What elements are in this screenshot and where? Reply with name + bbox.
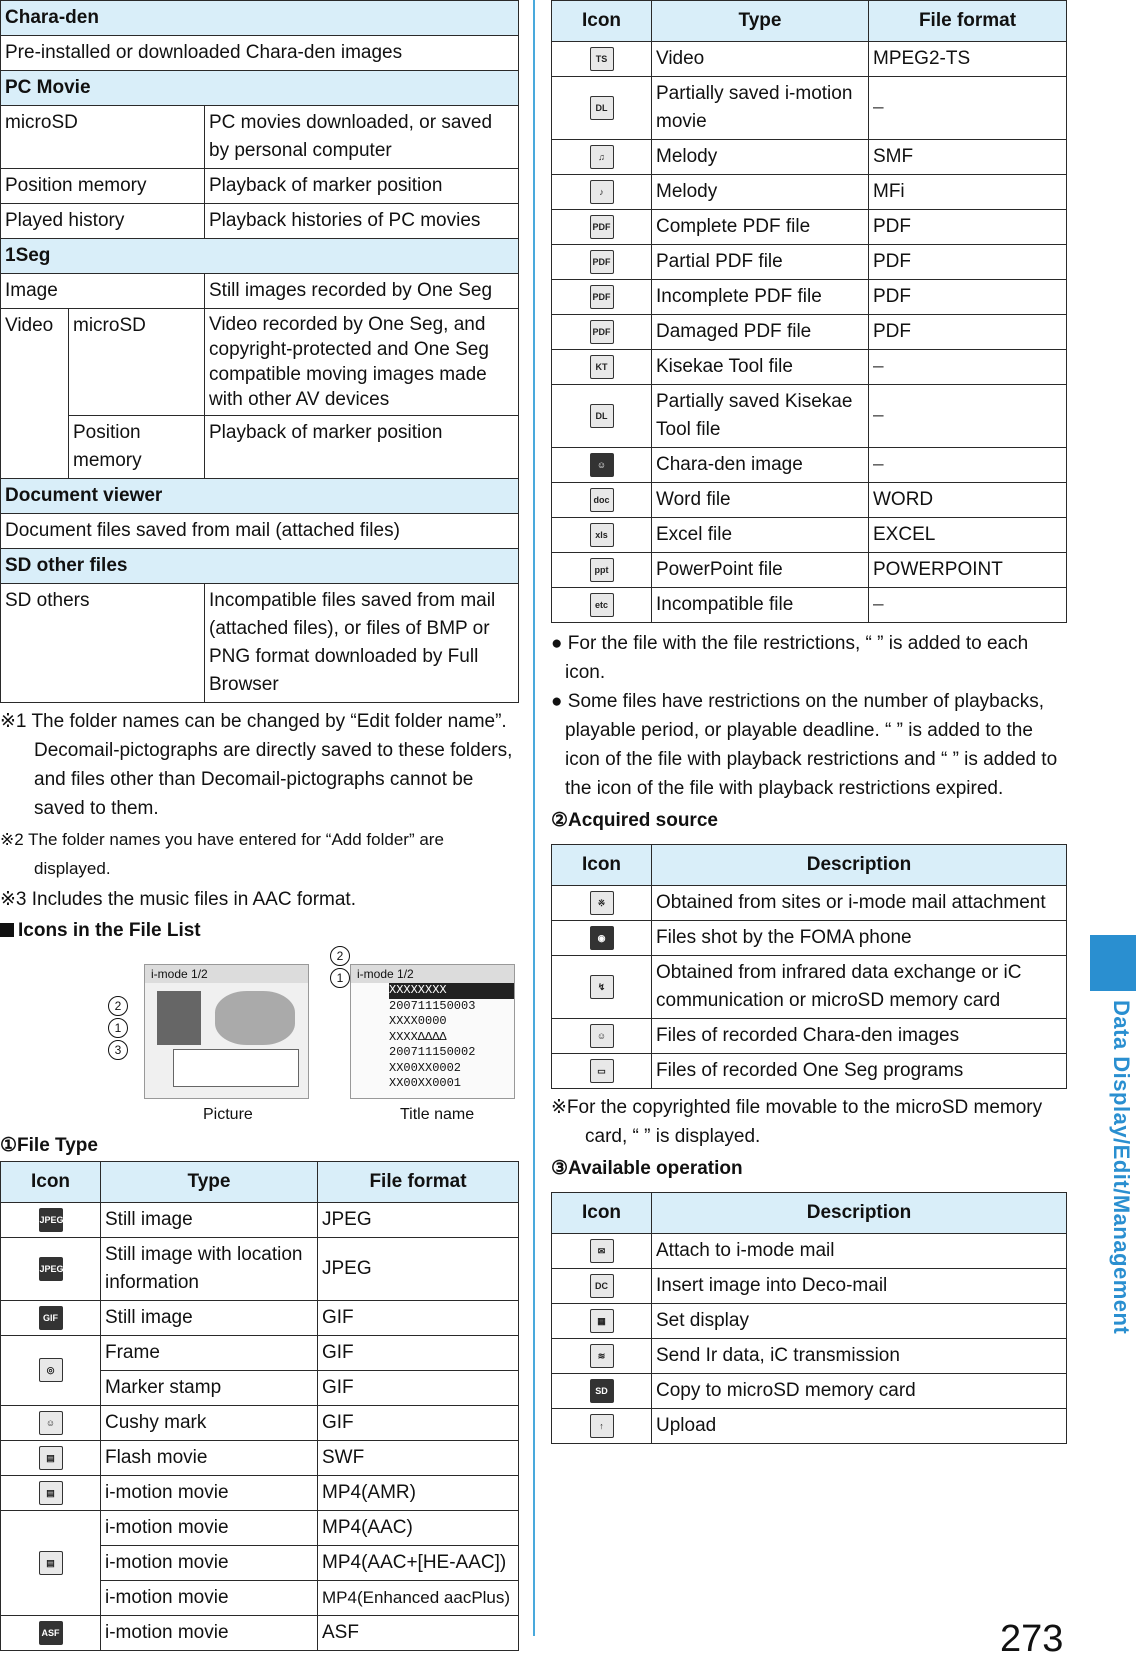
title-list	[351, 983, 514, 1092]
format-cell: JPEG	[318, 1238, 519, 1301]
folder-name: Position memory	[1, 169, 205, 204]
notes	[0, 707, 519, 914]
infrared-send-icon: ≋	[590, 1344, 614, 1368]
list-item: XX00XX0002	[389, 1060, 462, 1075]
folder-desc: Still images recorded by One Seg	[205, 274, 519, 309]
powerpoint-icon: ppt	[590, 558, 614, 582]
chapter-tab-marker	[1090, 935, 1136, 991]
excel-icon: xls	[590, 523, 614, 547]
note-1: ※1 The folder names can be changed by “Edit folder name”. Decomail-pictographs are directly saved to these folders, and files other than Decomail-pictographs cannot be saved to them.	[0, 711, 513, 819]
format-cell: JPEG	[318, 1203, 519, 1238]
folder-desc: Playback histories of PC movies	[205, 204, 519, 239]
doc-viewer-desc: Document files saved from mail (attached files)	[1, 514, 519, 549]
note-2: ※2 The folder names you have entered for “Add folder” are displayed.	[0, 830, 444, 878]
folder-desc: Video recorded by One Seg, and copyright-protected and One Seg compatible moving images made with other AV devices	[205, 309, 519, 416]
section-pc-movie: PC Movie	[1, 71, 519, 106]
desc-cell: Obtained from sites or i-mode mail attachment	[652, 886, 1067, 921]
desc-cell: Files of recorded Chara-den images	[652, 1019, 1067, 1054]
format-cell: –	[869, 385, 1067, 448]
type-cell: Kisekae Tool file	[652, 350, 869, 385]
type-cell: Incompatible file	[652, 588, 869, 623]
type-cell: PowerPoint file	[652, 553, 869, 588]
section-document-viewer: Document viewer	[1, 479, 519, 514]
pdf-incomplete-icon: PDF	[590, 285, 614, 309]
callout-1: 1	[330, 968, 350, 988]
col-description: Description	[652, 845, 1067, 886]
list-item: 200711150002	[389, 1045, 476, 1059]
title-screen	[350, 964, 515, 1099]
desc-cell: Upload	[652, 1409, 1067, 1444]
desc-cell: Set display	[652, 1304, 1067, 1339]
type-cell: Still image	[101, 1301, 318, 1336]
format-cell: SMF	[869, 140, 1067, 175]
type-cell: i-motion movie	[101, 1476, 318, 1511]
partial-imotion-icon: DL	[590, 96, 614, 120]
format-cell: GIF	[318, 1336, 519, 1371]
file-type-table	[0, 1161, 519, 1651]
callout-1: 1	[108, 1018, 128, 1038]
oneseg-record-icon: ▭	[590, 1059, 614, 1083]
list-item: XXXX0000	[389, 1014, 447, 1028]
col-description: Description	[652, 1193, 1067, 1234]
callout-3: 3	[108, 1040, 128, 1060]
acquired-note: ※For the copyrighted file movable to the microSD memory card, “ ” is displayed.	[551, 1097, 1043, 1147]
type-cell: Incomplete PDF file	[652, 280, 869, 315]
chara-den-icon: ☺	[590, 453, 614, 477]
camera-icon: ◉	[590, 926, 614, 950]
bullets	[551, 629, 1067, 803]
chara-den-desc: Pre-installed or downloaded Chara-den images	[1, 36, 519, 71]
type-cell: Marker stamp	[101, 1371, 318, 1406]
type-cell: i-motion movie	[101, 1511, 318, 1546]
picture-caption: Picture	[203, 1106, 253, 1123]
pdf-partial-icon: PDF	[590, 250, 614, 274]
list-item: 200711150003	[389, 998, 476, 1013]
screen-bar: i-mode 1/2	[145, 965, 308, 983]
icon-popup	[173, 1049, 299, 1087]
type-cell: Frame	[101, 1336, 318, 1371]
melody-mfi-icon: ♪	[590, 180, 614, 204]
page-number: 273	[1000, 1618, 1064, 1660]
format-cell: –	[869, 350, 1067, 385]
format-cell: MP4(AMR)	[318, 1476, 519, 1511]
folder-name: Played history	[1, 204, 205, 239]
format-cell: PDF	[869, 245, 1067, 280]
format-cell: SWF	[318, 1441, 519, 1476]
imotion-aac-icon: ▤	[39, 1551, 63, 1575]
type-cell: Damaged PDF file	[652, 315, 869, 350]
format-cell: EXCEL	[869, 518, 1067, 553]
folder-name: SD others	[1, 584, 205, 703]
format-cell: GIF	[318, 1371, 519, 1406]
partial-kisekae-icon: DL	[590, 404, 614, 428]
title-caption: Title name	[400, 1106, 475, 1123]
desc-cell: Obtained from infrared data exchange or iC communication or microSD memory card	[652, 956, 1067, 1019]
type-cell: Still image	[101, 1203, 318, 1238]
available-heading: ③Available operation	[551, 1158, 743, 1179]
folder-desc: Playback of marker position	[205, 169, 519, 204]
flash-movie-icon: ▤	[39, 1446, 63, 1470]
note-3: ※3 Includes the music files in AAC format.	[0, 889, 356, 910]
bullet-restriction: ● For the file with the file restrictions, “ ” is added to each icon.	[551, 633, 1029, 683]
format-cell: ASF	[318, 1616, 519, 1651]
type-cell: Partially saved Kisekae Tool file	[652, 385, 869, 448]
type-cell: Still image with location information	[101, 1238, 318, 1301]
format-cell: PDF	[869, 315, 1067, 350]
imotion-icon: ▤	[39, 1481, 63, 1505]
folder-table	[0, 0, 519, 703]
desc-cell: Attach to i-mode mail	[652, 1234, 1067, 1269]
mail-attach-icon: ✉	[590, 1239, 614, 1263]
type-cell: Word file	[652, 483, 869, 518]
subfolder-name: Position memory	[69, 416, 205, 479]
col-format: File format	[869, 1, 1067, 42]
format-cell: MP4(AAC)	[318, 1511, 519, 1546]
folder-desc: Incompatible files saved from mail (attached files), or files of BMP or PNG format downloaded by Full Browser	[205, 584, 519, 703]
right-column	[551, 0, 1067, 1444]
folder-name: microSD	[1, 106, 205, 169]
incompatible-icon: etc	[590, 593, 614, 617]
icons-heading: Icons in the File List	[0, 920, 519, 942]
file-list-screens	[0, 946, 519, 1123]
section-chara-den: Chara-den	[1, 1, 519, 36]
format-cell: –	[869, 448, 1067, 483]
folder-desc: PC movies downloaded, or saved by personal computer	[205, 106, 519, 169]
type-cell: i-motion movie	[101, 1581, 318, 1616]
cushy-mark-icon: ☺	[39, 1411, 63, 1435]
word-icon: doc	[590, 488, 614, 512]
type-cell: Partial PDF file	[652, 245, 869, 280]
col-type: Type	[652, 1, 869, 42]
section-1seg: 1Seg	[1, 239, 519, 274]
jpeg-location-icon: JPEG	[39, 1257, 63, 1281]
folder-desc: Playback of marker position	[205, 416, 519, 479]
deco-mail-icon: DC	[590, 1274, 614, 1298]
format-cell: –	[869, 77, 1067, 140]
photo-thumbnail	[157, 991, 201, 1045]
desc-cell: Files shot by the FOMA phone	[652, 921, 1067, 956]
video-icon: TS	[590, 47, 614, 71]
melody-smf-icon: ♫	[590, 145, 614, 169]
type-cell: Cushy mark	[101, 1406, 318, 1441]
acquired-table	[551, 844, 1067, 1089]
list-item: XX00XX0001	[389, 1076, 462, 1090]
format-cell: PDF	[869, 280, 1067, 315]
section-sd-other: SD other files	[1, 549, 519, 584]
subfolder-name: microSD	[69, 309, 205, 416]
callout-2: 2	[108, 996, 128, 1016]
col-icon: Icon	[552, 1193, 652, 1234]
infrared-icon: ↯	[590, 975, 614, 999]
upload-icon: ↑	[590, 1414, 614, 1438]
pdf-complete-icon: PDF	[590, 215, 614, 239]
format-cell: GIF	[318, 1406, 519, 1441]
frame-icon: ◎	[39, 1358, 63, 1382]
col-icon: Icon	[1, 1162, 101, 1203]
left-column	[0, 0, 519, 1651]
type-cell: Complete PDF file	[652, 210, 869, 245]
format-cell: GIF	[318, 1301, 519, 1336]
format-cell: WORD	[869, 483, 1067, 518]
flower-thumbnail	[215, 991, 295, 1045]
format-cell: –	[869, 588, 1067, 623]
acquired-heading: ②Acquired source	[551, 810, 718, 831]
jpeg-icon: JPEG	[39, 1208, 63, 1232]
screen-bar: i-mode 1/2	[351, 965, 514, 983]
file-type-table-continued	[551, 0, 1067, 623]
sd-copy-icon: SD	[590, 1379, 614, 1403]
format-cell: PDF	[869, 210, 1067, 245]
type-cell: Melody	[652, 175, 869, 210]
pdf-damaged-icon: PDF	[590, 320, 614, 344]
column-divider	[533, 0, 535, 1636]
chapter-title: Data Display/Edit/Management	[1109, 1000, 1134, 1335]
callout-2: 2	[330, 946, 350, 966]
type-cell: Melody	[652, 140, 869, 175]
bullet-playback: ● Some files have restrictions on the number of playbacks, playable period, or playable deadline. “ ” is added to the icon of the file with playback restrictions and “ ” is added to the icon of the file with playback restrictions expired.	[551, 691, 1058, 799]
gif-icon: GIF	[39, 1306, 63, 1330]
asf-icon: ASF	[39, 1621, 63, 1645]
desc-cell: Send Ir data, iC transmission	[652, 1339, 1067, 1374]
col-format: File format	[318, 1162, 519, 1203]
folder-name: Image	[1, 274, 205, 309]
type-cell: i-motion movie	[101, 1546, 318, 1581]
format-cell: MP4(AAC+[HE-AAC])	[318, 1546, 519, 1581]
desc-cell: Files of recorded One Seg programs	[652, 1054, 1067, 1089]
format-cell: MPEG2-TS	[869, 42, 1067, 77]
format-cell: MFi	[869, 175, 1067, 210]
picture-screen	[144, 964, 309, 1099]
type-cell: Partially saved i-motion movie	[652, 77, 869, 140]
type-cell: Video	[652, 42, 869, 77]
kisekae-icon: KT	[590, 355, 614, 379]
type-cell: i-motion movie	[101, 1616, 318, 1651]
desc-cell: Copy to microSD memory card	[652, 1374, 1067, 1409]
col-icon: Icon	[552, 845, 652, 886]
list-item: XXXXΔΔΔΔ	[389, 1029, 447, 1044]
set-display-icon: ▦	[590, 1309, 614, 1333]
folder-name: Video	[1, 309, 69, 479]
type-cell: Flash movie	[101, 1441, 318, 1476]
chara-den-record-icon: ☺	[590, 1024, 614, 1048]
col-icon: Icon	[552, 1, 652, 42]
type-cell: Chara-den image	[652, 448, 869, 483]
format-cell: POWERPOINT	[869, 553, 1067, 588]
available-table	[551, 1192, 1067, 1444]
download-source-icon: ※	[590, 891, 614, 915]
type-cell: Excel file	[652, 518, 869, 553]
format-cell: MP4(Enhanced aacPlus)	[318, 1581, 519, 1616]
col-type: Type	[101, 1162, 318, 1203]
list-item: XXXXXXXX	[389, 983, 514, 999]
file-type-heading: ①File Type	[0, 1135, 98, 1156]
desc-cell: Insert image into Deco-mail	[652, 1269, 1067, 1304]
